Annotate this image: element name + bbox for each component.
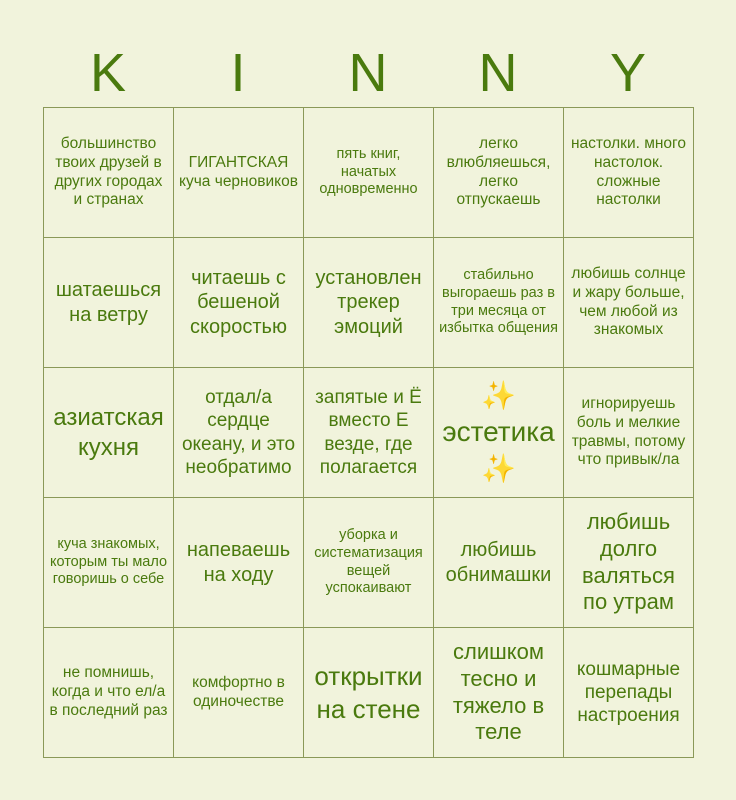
bingo-cell[interactable]: шатаешься на ветру [43, 237, 173, 367]
bingo-cell[interactable]: напеваешь на ходу [173, 497, 303, 627]
bingo-cell[interactable]: кошмарные перепады настроения [563, 627, 693, 757]
bingo-cell[interactable]: легко влюбляешься, легко отпускаешь [433, 107, 563, 237]
bingo-cell[interactable]: открытки на стене [303, 627, 433, 757]
bingo-cell[interactable]: стабильно выгораешь раз в три месяца от избытка общения [433, 237, 563, 367]
bingo-cell[interactable]: любишь обнимашки [433, 497, 563, 627]
bingo-cell[interactable]: азиатская кухня [43, 367, 173, 497]
bingo-cell[interactable]: слишком тесно и тяжело в теле [433, 627, 563, 757]
bingo-cell[interactable]: не помнишь, когда и что ел/а в последний раз [43, 627, 173, 757]
bingo-cell[interactable]: установлен трекер эмоций [303, 237, 433, 367]
bingo-board [43, 107, 694, 758]
bingo-cell[interactable]: запятые и Ё вместо Е везде, где полагается [303, 367, 433, 497]
bingo-cell[interactable]: любишь солнце и жару больше, чем любой из знакомых [563, 237, 693, 367]
title-letter-i: I [230, 43, 246, 103]
bingo-cell[interactable]: ГИГАНТСКАЯ куча черновиков [173, 107, 303, 237]
bingo-cell[interactable]: отдал/а сердце океану, и это необратимо [173, 367, 303, 497]
title-letter-y: Y [609, 43, 647, 103]
bingo-cell[interactable]: большинство твоих друзей в других городах и странах [43, 107, 173, 237]
title-letter-k: K [89, 43, 127, 103]
bingo-cell[interactable]: пять книг, начатых одновременно [303, 107, 433, 237]
bingo-cell[interactable]: любишь долго валяться по утрам [563, 497, 693, 627]
bingo-cell[interactable]: настолки. много настолок. сложные настолки [563, 107, 693, 237]
bingo-cell[interactable]: читаешь с бешеной скоростью [173, 237, 303, 367]
bingo-cell[interactable]: куча знакомых, которым ты мало говоришь о себе [43, 497, 173, 627]
bingo-cell[interactable]: ✨ эстетика ✨ [433, 367, 563, 497]
bingo-cell[interactable]: уборка и систематизация вещей успокаивают [303, 497, 433, 627]
bingo-cell[interactable]: игнорируешь боль и мелкие травмы, потому что привык/ла [563, 367, 693, 497]
bingo-title [43, 42, 693, 104]
title-letter-n1: N [348, 43, 388, 103]
bingo-cell[interactable]: комфортно в одиночестве [173, 627, 303, 757]
title-letter-n2: N [478, 43, 518, 103]
